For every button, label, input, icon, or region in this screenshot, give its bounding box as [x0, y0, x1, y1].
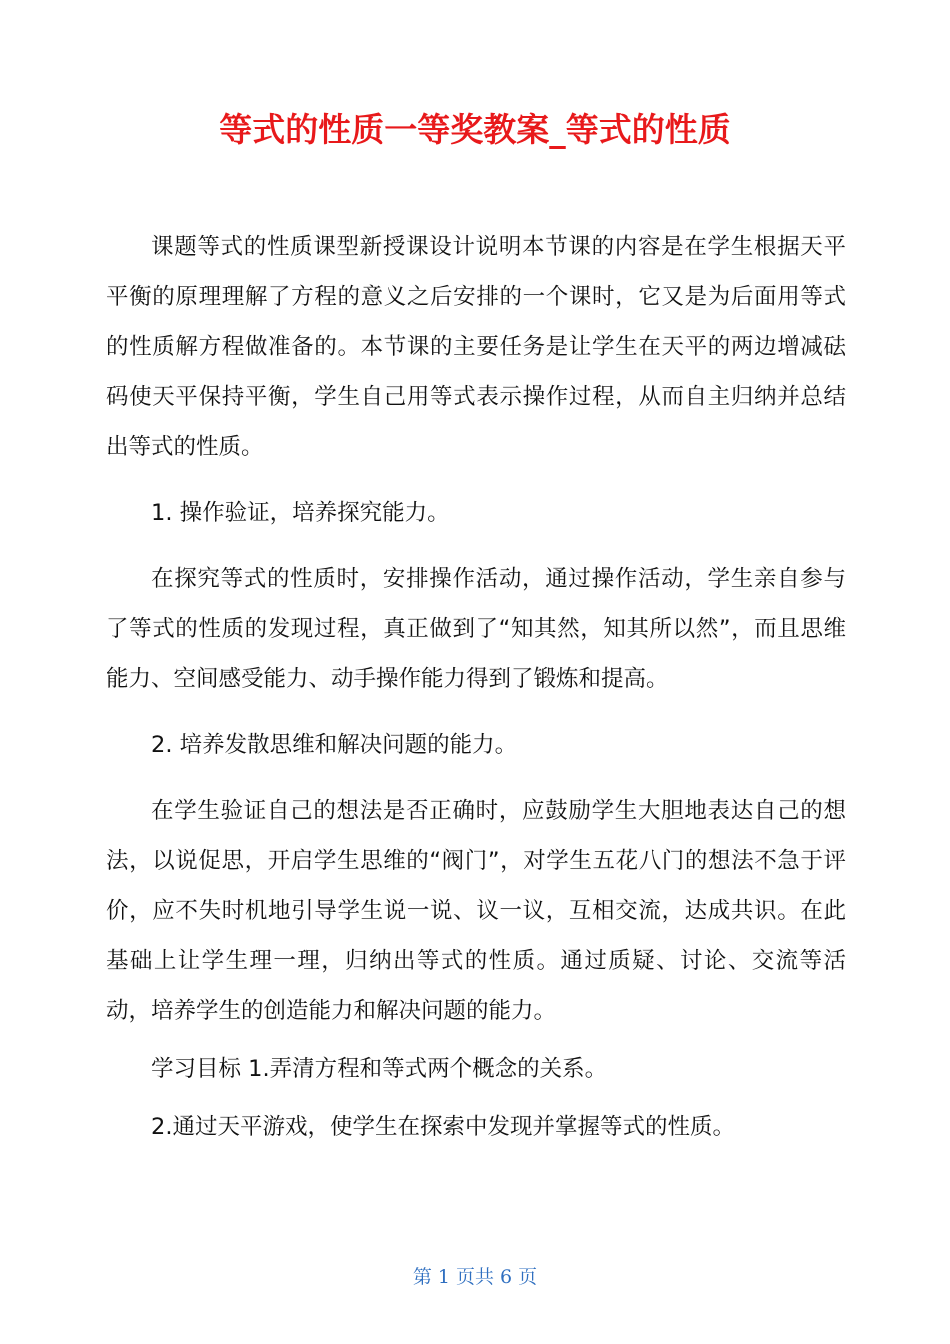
paragraph-verify: 在学生验证自己的想法是否正确时，应鼓励学生大胆地表达自己的想法，以说促思，开启学生思维的“阀门”，对学生五花八门的想法不急于评价，应不失时机地引导学生说一说、议一议，互相交流，达成共识。在此基础上让学生理一理，归纳出等式的性质。通过质疑、讨论、交流等活动，培养学生的创造能力和解决问题的能力。: [106, 798, 846, 1024]
page-number: 第 1 页共 6 页: [412, 1266, 538, 1288]
paragraph-intro: 课题等式的性质课型新授课设计说明本节课的内容是在学生根据天平平衡的原理理解了方程的意义之后安排的一个课时，它又是为后面用等式的性质解方程做准备的。本节课的主要任务是让学生在天平的两边增减砝码使天平保持平衡，学生自己用等式表示操作过程，从而自主归纳并总结出等式的性质。: [106, 234, 846, 460]
paragraph-point-1: 1. 操作验证，培养探究能力。: [151, 500, 450, 526]
paragraph-point-2: 2. 培养发散思维和解决问题的能力。: [151, 732, 518, 758]
paragraph-explore: 在探究等式的性质时，安排操作活动，通过操作活动，学生亲自参与了等式的性质的发现过程，真正做到了“知其然，知其所以然”，而且思维能力、空间感受能力、动手操作能力得到了锻炼和提高。: [106, 566, 846, 692]
paragraph-goal-2: 2.通过天平游戏，使学生在探索中发现并掌握等式的性质。: [151, 1114, 735, 1140]
paragraph-goal-1: 学习目标 1.弄清方程和等式两个概念的关系。: [151, 1056, 608, 1082]
document-title: 等式的性质一等奖教案_等式的性质: [219, 110, 731, 149]
document-body: [106, 222, 846, 1152]
